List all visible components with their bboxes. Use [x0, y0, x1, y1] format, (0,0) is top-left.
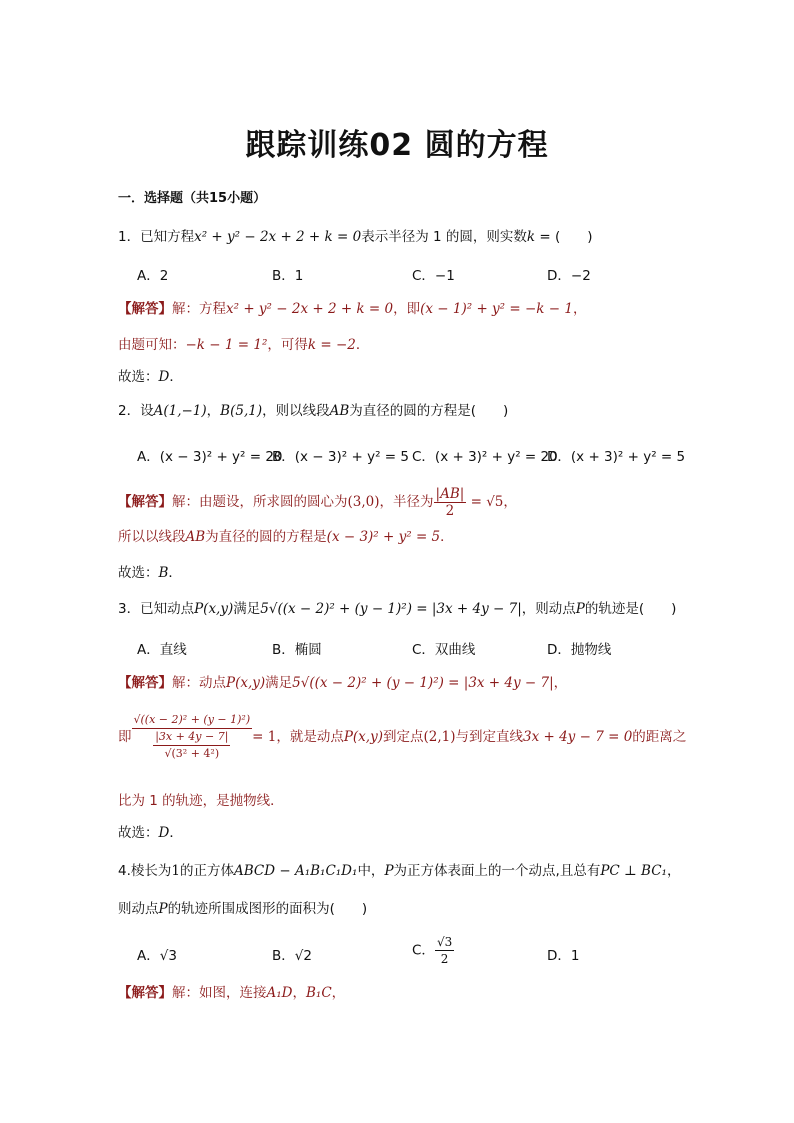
q2-fraction-numerator: |AB| [435, 485, 465, 502]
q4-stem-text-d: 为正方体表面上的一个动点,且总有 [393, 863, 601, 879]
q3-choice-line: 故选：D． [118, 825, 183, 841]
q3-option-c[interactable]: C．双曲线 [412, 642, 476, 658]
page-title: 跟踪训练02 圆的方程 [245, 128, 549, 163]
section-heading: 一．选择题（共15小题） [118, 191, 267, 206]
answer-tag: 【解答】 [118, 675, 172, 691]
q1-variable: k [526, 229, 536, 245]
q3-choose-label: 故选： [118, 825, 159, 841]
q4-segment-2: B₁C [306, 985, 332, 1001]
q2-radius-root: √5 [486, 494, 504, 510]
answer-tag: 【解答】 [118, 494, 172, 510]
q3-choice: D [158, 825, 170, 841]
question-4-stem-line1: 4.棱长为1的正方体ABCD − A₁B₁C₁D₁中，P为正方体表面上的一个动点,且总有PC ⊥ BC₁， [118, 863, 681, 879]
q4-answer-line1: 【解答】解：如图，连接A₁D，B₁C， [118, 985, 346, 1001]
q1-answer-text-b: ，即 [393, 301, 421, 317]
q2-option-b[interactable]: B．(x − 3)² + y² = 5 [272, 449, 409, 465]
q3-tail-text: ，则动点 [521, 601, 576, 617]
q4-stem-text-f: 的轨迹所围成图形的面积为( ) [167, 901, 368, 917]
q1-answer-text-d: ，可得 [267, 337, 308, 353]
question-2-stem: 2．设A(1,−1)，B(5,1)，则以线段AB为直径的圆的方程是( ) [118, 403, 509, 419]
q1-answer-line2: 由题可知：−k − 1 = 1²，可得k = −2． [118, 337, 370, 353]
q4-point-2: P [158, 901, 168, 917]
q3-ratio-fraction [132, 712, 253, 762]
q2-answer-line2: 所以以线段AB为直径的圆的方程是(x − 3)² + y² = 5． [118, 529, 454, 545]
q4-option-c-denominator: 2 [440, 952, 449, 966]
question-3-stem [118, 600, 676, 618]
q3-point: P(x,y) [194, 601, 234, 617]
q2-choice: B [158, 565, 169, 581]
q3-ratio-equals: = 1 [252, 729, 277, 745]
q1-choice-line: 故选：D． [118, 369, 183, 385]
q3-answer-text-e: 与到定直线 [455, 729, 523, 745]
q2-tail-text: 为直径的圆的方程是( ) [349, 403, 509, 419]
q3-fixed-point: (2,1) [423, 729, 456, 745]
q3-answer-line1: 【解答】解：动点P(x,y)满足5√((x − 2)² + (y − 1)²) = |3x + 4y − 7|， [118, 675, 568, 691]
q2-final-equation: (x − 3)² + y² = 5 [326, 529, 441, 545]
q2-choice-line: 故选：B． [118, 565, 182, 581]
q3-option-a[interactable]: A．直线 [137, 642, 187, 658]
q4-stem-text-c: 中， [357, 863, 385, 879]
q2-point-b: B(5,1) [220, 403, 263, 419]
q3-answer-text-a: 解：动点 [172, 675, 226, 691]
q4-option-c[interactable] [412, 934, 454, 967]
q3-answer-text-d: 到定点 [382, 729, 424, 745]
q2-segment-2: AB [185, 529, 206, 545]
q4-option-c-fraction [435, 934, 454, 967]
q4-option-a[interactable]: A．√3 [137, 948, 177, 964]
q4-cube: ABCD − A₁B₁C₁D₁ [233, 863, 358, 879]
q3-answer-line2 [118, 712, 686, 762]
q4-option-d[interactable]: D．1 [547, 948, 580, 964]
q1-answer-equation-2: (x − 1)² + y² = −k − 1 [420, 301, 573, 317]
q1-answer-equation-4: k = −2 [307, 337, 356, 353]
q1-stem-text: 1．已知方程 [118, 229, 195, 245]
q3-answer-condition: 5√((x − 2)² + (y − 1)²) = |3x + 4y − 7| [292, 675, 554, 691]
q4-perpendicular: PC ⊥ BC₁ [600, 863, 667, 879]
q1-choose-label: 故选： [118, 369, 159, 385]
q3-ratio-denominator [132, 729, 253, 762]
q1-option-d[interactable]: D．−2 [547, 268, 591, 284]
q2-center: (3,0) [347, 494, 380, 510]
q2-choose-label: 故选： [118, 565, 159, 581]
q1-answer-line1: 【解答】解：方程x² + y² − 2x + 2 + k = 0，即(x − 1)² + y² = −k − 1， [118, 301, 587, 317]
q3-condition: 5√((x − 2)² + (y − 1)²) = |3x + 4y − 7| [260, 601, 522, 617]
q2-option-a[interactable]: A．(x − 3)² + y² = 20 [137, 449, 283, 465]
q4-comma: ， [292, 985, 306, 1001]
q3-ratio-den-den: √(3² + 4²) [164, 747, 220, 760]
q2-answer-line1: 【解答】解：由题设，所求圆的圆心为(3,0)，半径为 $\frac{|AB|}{2}$ = √5， [118, 485, 517, 519]
q2-fraction-denominator: 2 [445, 502, 455, 519]
q3-answer-text-f: 的距离之 [632, 729, 687, 745]
q3-answer-text-c: ，就是动点 [276, 729, 344, 745]
q1-tail-text: = ( ) [535, 229, 593, 245]
q3-option-d[interactable]: D．抛物线 [547, 642, 612, 658]
q4-stem-text-e: 则动点 [118, 901, 159, 917]
q1-answer-text-c: 由题可知： [118, 337, 186, 353]
q3-point-label: P [575, 601, 585, 617]
q3-answer-point: P(x,y) [226, 675, 266, 691]
q2-option-d[interactable]: D．(x + 3)² + y² = 5 [547, 449, 686, 465]
q2-answer-text-b: ，半径为 [379, 494, 434, 510]
q4-stem-text-a: 4.棱长为 [118, 863, 172, 879]
q2-segment: AB [329, 403, 350, 419]
q3-answer-point-2: P(x,y) [343, 729, 383, 745]
q2-radius-fraction [434, 486, 467, 519]
q4-option-c-prefix: C． [412, 942, 435, 959]
q2-answer-text-a: 解：由题设，所求圆的圆心为 [172, 494, 348, 510]
q1-answer-text-a: 解：方程 [172, 301, 226, 317]
q3-answer-text-b: 满足 [265, 675, 293, 691]
q4-option-b[interactable]: B．√2 [272, 948, 312, 964]
q2-option-c[interactable]: C．(x + 3)² + y² = 20 [412, 449, 558, 465]
q3-tail-text-2: 的轨迹是( ) [584, 601, 677, 617]
q3-line-equation: 3x + 4y − 7 = 0 [523, 729, 633, 745]
q3-option-b[interactable]: B．椭圆 [272, 642, 322, 658]
q1-option-b[interactable]: B．1 [272, 268, 304, 284]
q2-stem-text: 2．设 [118, 403, 154, 419]
q2-point-a: A(1,−1) [153, 403, 207, 419]
q4-answer-text-a: 解：如图，连接 [172, 985, 267, 1001]
q4-stem-text-b: 的正方体 [179, 863, 234, 879]
q1-answer-equation-3: −k − 1 = 1² [185, 337, 268, 353]
q2-answer-text-d: 为直径的圆的方程是 [205, 529, 327, 545]
q3-stem-text: 3．已知动点 [118, 601, 195, 617]
q4-edge-length: 1 [171, 863, 180, 879]
q1-option-c[interactable]: C．−1 [412, 268, 455, 284]
q1-choice: D [158, 369, 170, 385]
q2-mid-text: ，则以线段 [262, 403, 330, 419]
q4-point: P [384, 863, 394, 879]
q3-ratio-den-num: |3x + 4y − 7| [153, 729, 230, 746]
q1-option-a[interactable]: A．2 [137, 268, 169, 284]
q4-segment-1: A₁D [266, 985, 293, 1001]
answer-tag: 【解答】 [118, 301, 172, 317]
q3-answer-line3: 比为 1 的轨迹，是抛物线． [118, 793, 284, 809]
q1-equation: x² + y² − 2x + 2 + k = 0 [194, 229, 362, 245]
q3-ji: 即 [118, 729, 132, 745]
question-4-stem-line2 [118, 900, 367, 918]
q4-option-c-numerator: √3 [436, 935, 453, 949]
q1-answer-equation: x² + y² − 2x + 2 + k = 0 [226, 301, 394, 317]
q3-ratio-numerator: √((x − 2)² + (y − 1)²) [132, 712, 253, 729]
q1-mid-text: 表示半径为 1 的圆，则实数 [361, 229, 527, 245]
q3-mid-text: 满足 [233, 601, 261, 617]
question-1-stem [118, 228, 593, 246]
q2-answer-text-c: 所以以线段 [118, 529, 186, 545]
answer-tag: 【解答】 [118, 985, 172, 1001]
